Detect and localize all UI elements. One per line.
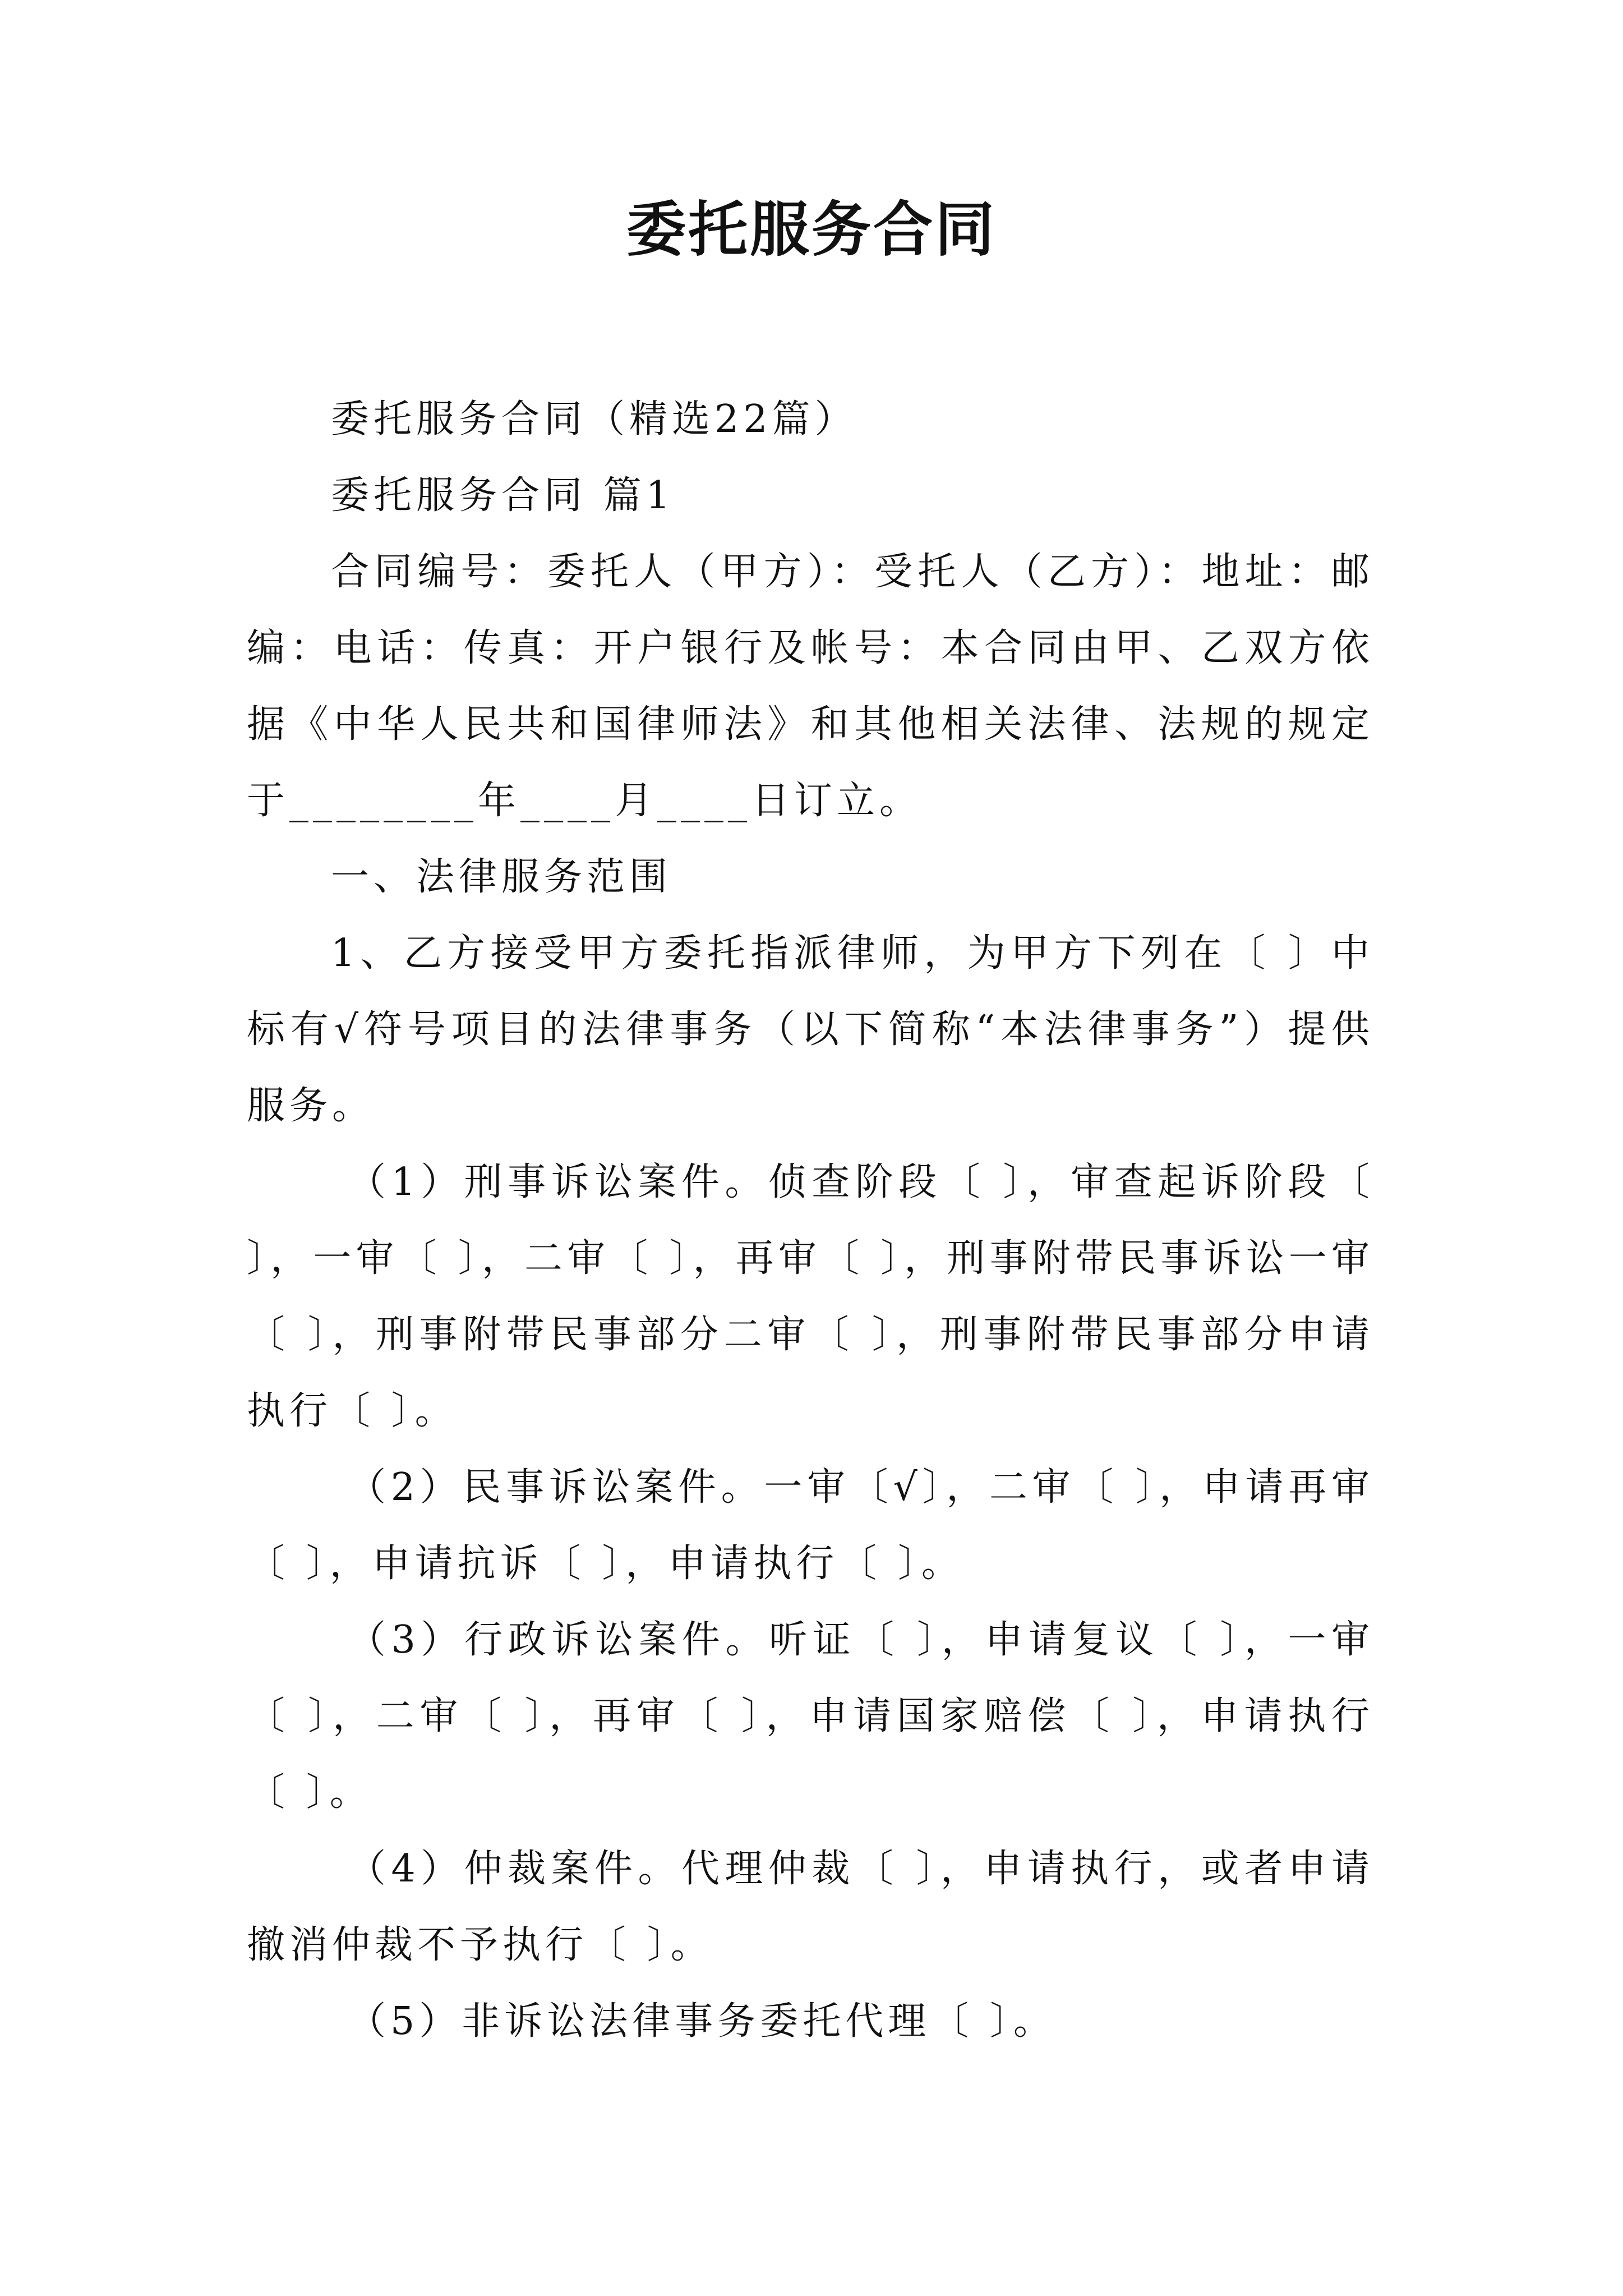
paragraph-section-heading: 委托服务合同 篇1 [331,473,675,518]
paragraph-criminal-cases: （1）刑事诉讼案件。侦查阶段〔 〕，审查起诉阶段〔 〕，一审〔 〕，二审〔 〕，再审〔 〕，刑事附带民事诉讼一审〔 〕，刑事附带民事部分二审〔 〕，刑事附带民事部分申请执行〔 〕。 [247,1160,1374,1433]
document-body [247,381,1374,2060]
document-title: 委托服务合同 [626,195,997,264]
paragraph-arbitration-cases: （4）仲裁案件。代理仲裁〔 〕，申请执行，或者申请撤消仲裁不予执行〔 〕。 [247,1847,1374,1967]
paragraph-subtitle: 委托服务合同（精选22篇） [331,397,857,441]
paragraph-civil-cases: （2）民事诉讼案件。一审〔√〕，二审〔 〕，申请再审〔 〕，申请抗诉〔 〕，申请执行〔 〕。 [247,1465,1374,1586]
paragraph-non-litigation: （5）非诉讼法律事务委托代理〔 〕。 [348,1999,1056,2044]
paragraph-contract-parties: 合同编号：委托人（甲方）：受托人（乙方）：地址：邮编：电话：传真：开户银行及帐号：本合同由甲、乙双方依据《中华人民共和国律师法》和其他相关法律、法规的规定于________年____月____日订立。 [247,550,1374,823]
paragraph-scope-heading: 一、法律服务范围 [331,855,672,899]
paragraph-scope-intro: 1、乙方接受甲方委托指派律师，为甲方下列在〔 〕中标有√符号项目的法律事务（以下简称“本法律事务”）提供服务。 [247,931,1374,1128]
paragraph-administrative-cases: （3）行政诉讼案件。听证〔 〕，申请复议〔 〕，一审〔 〕，二审〔 〕，再审〔 〕，申请国家赔偿〔 〕，申请执行〔 〕。 [247,1618,1374,1815]
